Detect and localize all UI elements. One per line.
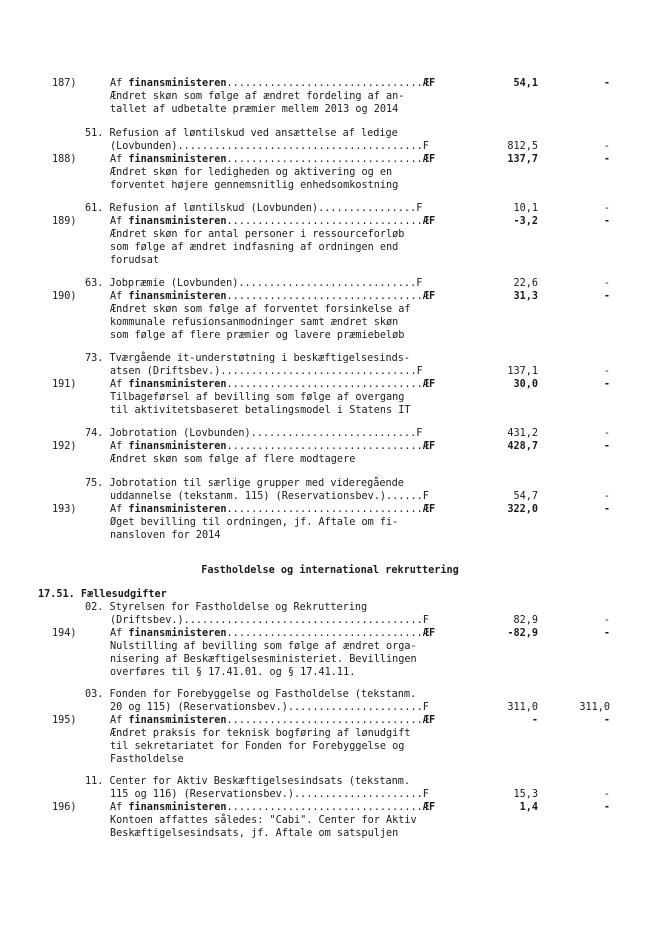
change-code: ÆF — [422, 504, 436, 515]
value-col1: 82,9 — [513, 615, 538, 626]
text-line: Ændret skøn som følge af flere modtagere — [110, 454, 356, 465]
text-line: forventet højere gennemsnitlig enhedsomkostning — [110, 180, 399, 191]
text-line: Ændret skøn for ledigheden og aktivering og en — [110, 167, 393, 178]
text-line: Fastholdelse — [110, 754, 184, 765]
minister-name: finansministeren — [128, 504, 227, 515]
text-line: som følge af ændret indfasning af ordningen end — [110, 242, 399, 253]
leader-dots: ................................ — [226, 379, 423, 390]
text-line: 115 og 116) (Reservationsbev.).....................F — [110, 789, 429, 800]
value-col1: 1,4 — [519, 802, 538, 813]
line-prefix: Af — [110, 441, 129, 452]
text-line: kommunale refusionsanmodninger samt ændret skøn — [110, 317, 399, 328]
line-prefix: Af — [110, 715, 129, 726]
text-line: 73. Tværgående it-understøtning i beskæftigelsesinds- — [85, 353, 411, 364]
entry-number: 188) — [52, 154, 77, 165]
value-col2: - — [603, 366, 610, 377]
value-col2: - — [603, 802, 610, 813]
text-line: Beskæftigelsesindsats, jf. Aftale om satspuljen — [110, 828, 399, 839]
text-line: nansloven for 2014 — [110, 530, 221, 541]
value-col2: - — [603, 203, 610, 214]
text-line: forudsat — [110, 255, 160, 266]
value-col2: - — [603, 441, 610, 452]
value-col1: -3,2 — [513, 216, 538, 227]
value-col1: 22,6 — [513, 278, 538, 289]
text-line: Ændret skøn som følge af ændret fordeling af an- — [110, 91, 405, 102]
change-code: ÆF — [422, 441, 436, 452]
value-col2: - — [603, 278, 610, 289]
text-line: 03. Fonden for Forebyggelse og Fastholdelse (tekstanm. — [85, 689, 417, 700]
value-col1: 10,1 — [513, 203, 538, 214]
leader-dots: ................................ — [226, 715, 423, 726]
text-line: 74. Jobrotation (Lovbunden)...........................F — [85, 428, 423, 439]
value-col1: 54,1 — [513, 78, 538, 89]
leader-dots: ................................ — [226, 78, 423, 89]
text-line: nisering af Beskæftigelsesministeriet. Bevillingen — [110, 654, 417, 665]
minister-name: finansministeren — [128, 628, 227, 639]
entry-number: 194) — [52, 628, 77, 639]
text-line: Tilbageførsel af bevilling som følge af overgang — [110, 392, 405, 403]
text-line: 20 og 115) (Reservationsbev.)......................F — [110, 702, 429, 713]
entry-number: 196) — [52, 802, 77, 813]
minister-name: finansministeren — [128, 802, 227, 813]
entry-number: 189) — [52, 216, 77, 227]
line-prefix: Af — [110, 291, 129, 302]
value-col2: - — [603, 491, 610, 502]
appropriation-line — [110, 215, 435, 228]
text-line: uddannelse (tekstanm. 115) (Reservationsbev.)......F — [110, 491, 429, 502]
text-line: atsen (Driftsbev.)................................F — [110, 366, 423, 377]
value-col2: 311,0 — [579, 702, 610, 713]
minister-name: finansministeren — [128, 379, 227, 390]
leader-dots: ................................ — [226, 504, 423, 515]
value-col1: 428,7 — [507, 441, 538, 452]
value-col2: - — [603, 141, 610, 152]
minister-name: finansministeren — [128, 78, 227, 89]
entry-number: 195) — [52, 715, 77, 726]
value-col2: - — [603, 154, 610, 165]
minister-name: finansministeren — [128, 216, 227, 227]
entry-number: 191) — [52, 379, 77, 390]
text-line: Ændret skøn for antal personer i ressourceforløb — [110, 229, 405, 240]
minister-name: finansministeren — [128, 291, 227, 302]
minister-name: finansministeren — [128, 441, 227, 452]
appropriation-line — [110, 153, 435, 166]
section-heading: Fastholdelse og international rekruttering — [201, 565, 459, 576]
value-col1: 15,3 — [513, 789, 538, 800]
change-code: ÆF — [422, 715, 436, 726]
appropriation-line — [110, 714, 435, 727]
text-line: 51. Refusion af løntilskud ved ansættelse af ledige — [85, 128, 398, 139]
value-col2: - — [603, 504, 610, 515]
appropriation-line — [110, 440, 435, 453]
text-line: til aktivitetsbaseret betalingsmodel i Statens IT — [110, 405, 411, 416]
minister-name: finansministeren — [128, 154, 227, 165]
value-col1: 31,3 — [513, 291, 538, 302]
value-col1: -82,9 — [507, 628, 538, 639]
leader-dots: ................................ — [226, 628, 423, 639]
line-prefix: Af — [110, 379, 129, 390]
leader-dots: ................................ — [226, 216, 423, 227]
text-line: (Lovbunden)........................................F — [110, 141, 429, 152]
value-col1: 322,0 — [507, 504, 538, 515]
entry-number: 187) — [52, 78, 77, 89]
text-line: tallet af udbetalte præmier mellem 2013 og 2014 — [110, 104, 399, 115]
text-line: 11. Center for Aktiv Beskæftigelsesindsats (tekstanm. — [85, 776, 411, 787]
value-col2: - — [603, 428, 610, 439]
entry-number: 192) — [52, 441, 77, 452]
value-col2: - — [603, 628, 610, 639]
text-line: Kontoen affattes således: "Cabi". Center for Aktiv — [110, 815, 417, 826]
value-col2: - — [603, 715, 610, 726]
value-col2: - — [603, 78, 610, 89]
change-code: ÆF — [422, 628, 436, 639]
change-code: ÆF — [422, 802, 436, 813]
value-col1: 311,0 — [507, 702, 538, 713]
subsection-heading: 17.51. Fællesudgifter — [38, 589, 167, 600]
value-col2: - — [603, 291, 610, 302]
line-prefix: Af — [110, 78, 129, 89]
appropriation-line — [110, 801, 435, 814]
value-col2: - — [603, 379, 610, 390]
change-code: ÆF — [422, 216, 436, 227]
text-line: (Driftsbev.).......................................F — [110, 615, 429, 626]
value-col1: - — [531, 715, 538, 726]
line-prefix: Af — [110, 504, 129, 515]
change-code: ÆF — [422, 291, 436, 302]
change-code: ÆF — [422, 379, 436, 390]
line-prefix: Af — [110, 154, 129, 165]
value-col1: 137,7 — [507, 154, 538, 165]
text-line: Øget bevilling til ordningen, jf. Aftale om fi- — [110, 517, 399, 528]
appropriation-line — [110, 503, 435, 516]
entry-number: 193) — [52, 504, 77, 515]
value-col1: 137,1 — [507, 366, 538, 377]
leader-dots: ................................ — [226, 291, 423, 302]
appropriation-line — [110, 77, 435, 90]
appropriation-line — [110, 290, 435, 303]
text-line: overføres til § 17.41.01. og § 17.41.11. — [110, 667, 356, 678]
value-col2: - — [603, 789, 610, 800]
value-col1: 431,2 — [507, 428, 538, 439]
leader-dots: ................................ — [226, 802, 423, 813]
text-line: 02. Styrelsen for Fastholdelse og Rekruttering — [85, 602, 368, 613]
value-col2: - — [603, 216, 610, 227]
value-col2: - — [603, 615, 610, 626]
value-col1: 54,7 — [513, 491, 538, 502]
leader-dots: ................................ — [226, 441, 423, 452]
text-line: som følge af flere præmier og lavere præmiebeløb — [110, 330, 405, 341]
text-line: Nulstilling af bevilling som følge af ændret orga- — [110, 641, 417, 652]
line-prefix: Af — [110, 802, 129, 813]
appropriation-line — [110, 627, 435, 640]
text-line: 63. Jobpræmie (Lovbunden).............................F — [85, 278, 423, 289]
text-line: Ændret praksis for teknisk bogføring af lønudgift — [110, 728, 411, 739]
change-code: ÆF — [422, 78, 436, 89]
line-prefix: Af — [110, 628, 129, 639]
value-col1: 812,5 — [507, 141, 538, 152]
minister-name: finansministeren — [128, 715, 227, 726]
entry-number: 190) — [52, 291, 77, 302]
text-line: til sekretariatet for Fonden for Forebyggelse og — [110, 741, 405, 752]
text-line: 75. Jobrotation til særlige grupper med videregående — [85, 478, 404, 489]
value-col1: 30,0 — [513, 379, 538, 390]
leader-dots: ................................ — [226, 154, 423, 165]
line-prefix: Af — [110, 216, 129, 227]
change-code: ÆF — [422, 154, 436, 165]
text-line: Ændret skøn som følge af forventet forsinkelse af — [110, 304, 411, 315]
text-line: 61. Refusion af løntilskud (Lovbunden)................F — [85, 203, 423, 214]
appropriation-line — [110, 378, 435, 391]
